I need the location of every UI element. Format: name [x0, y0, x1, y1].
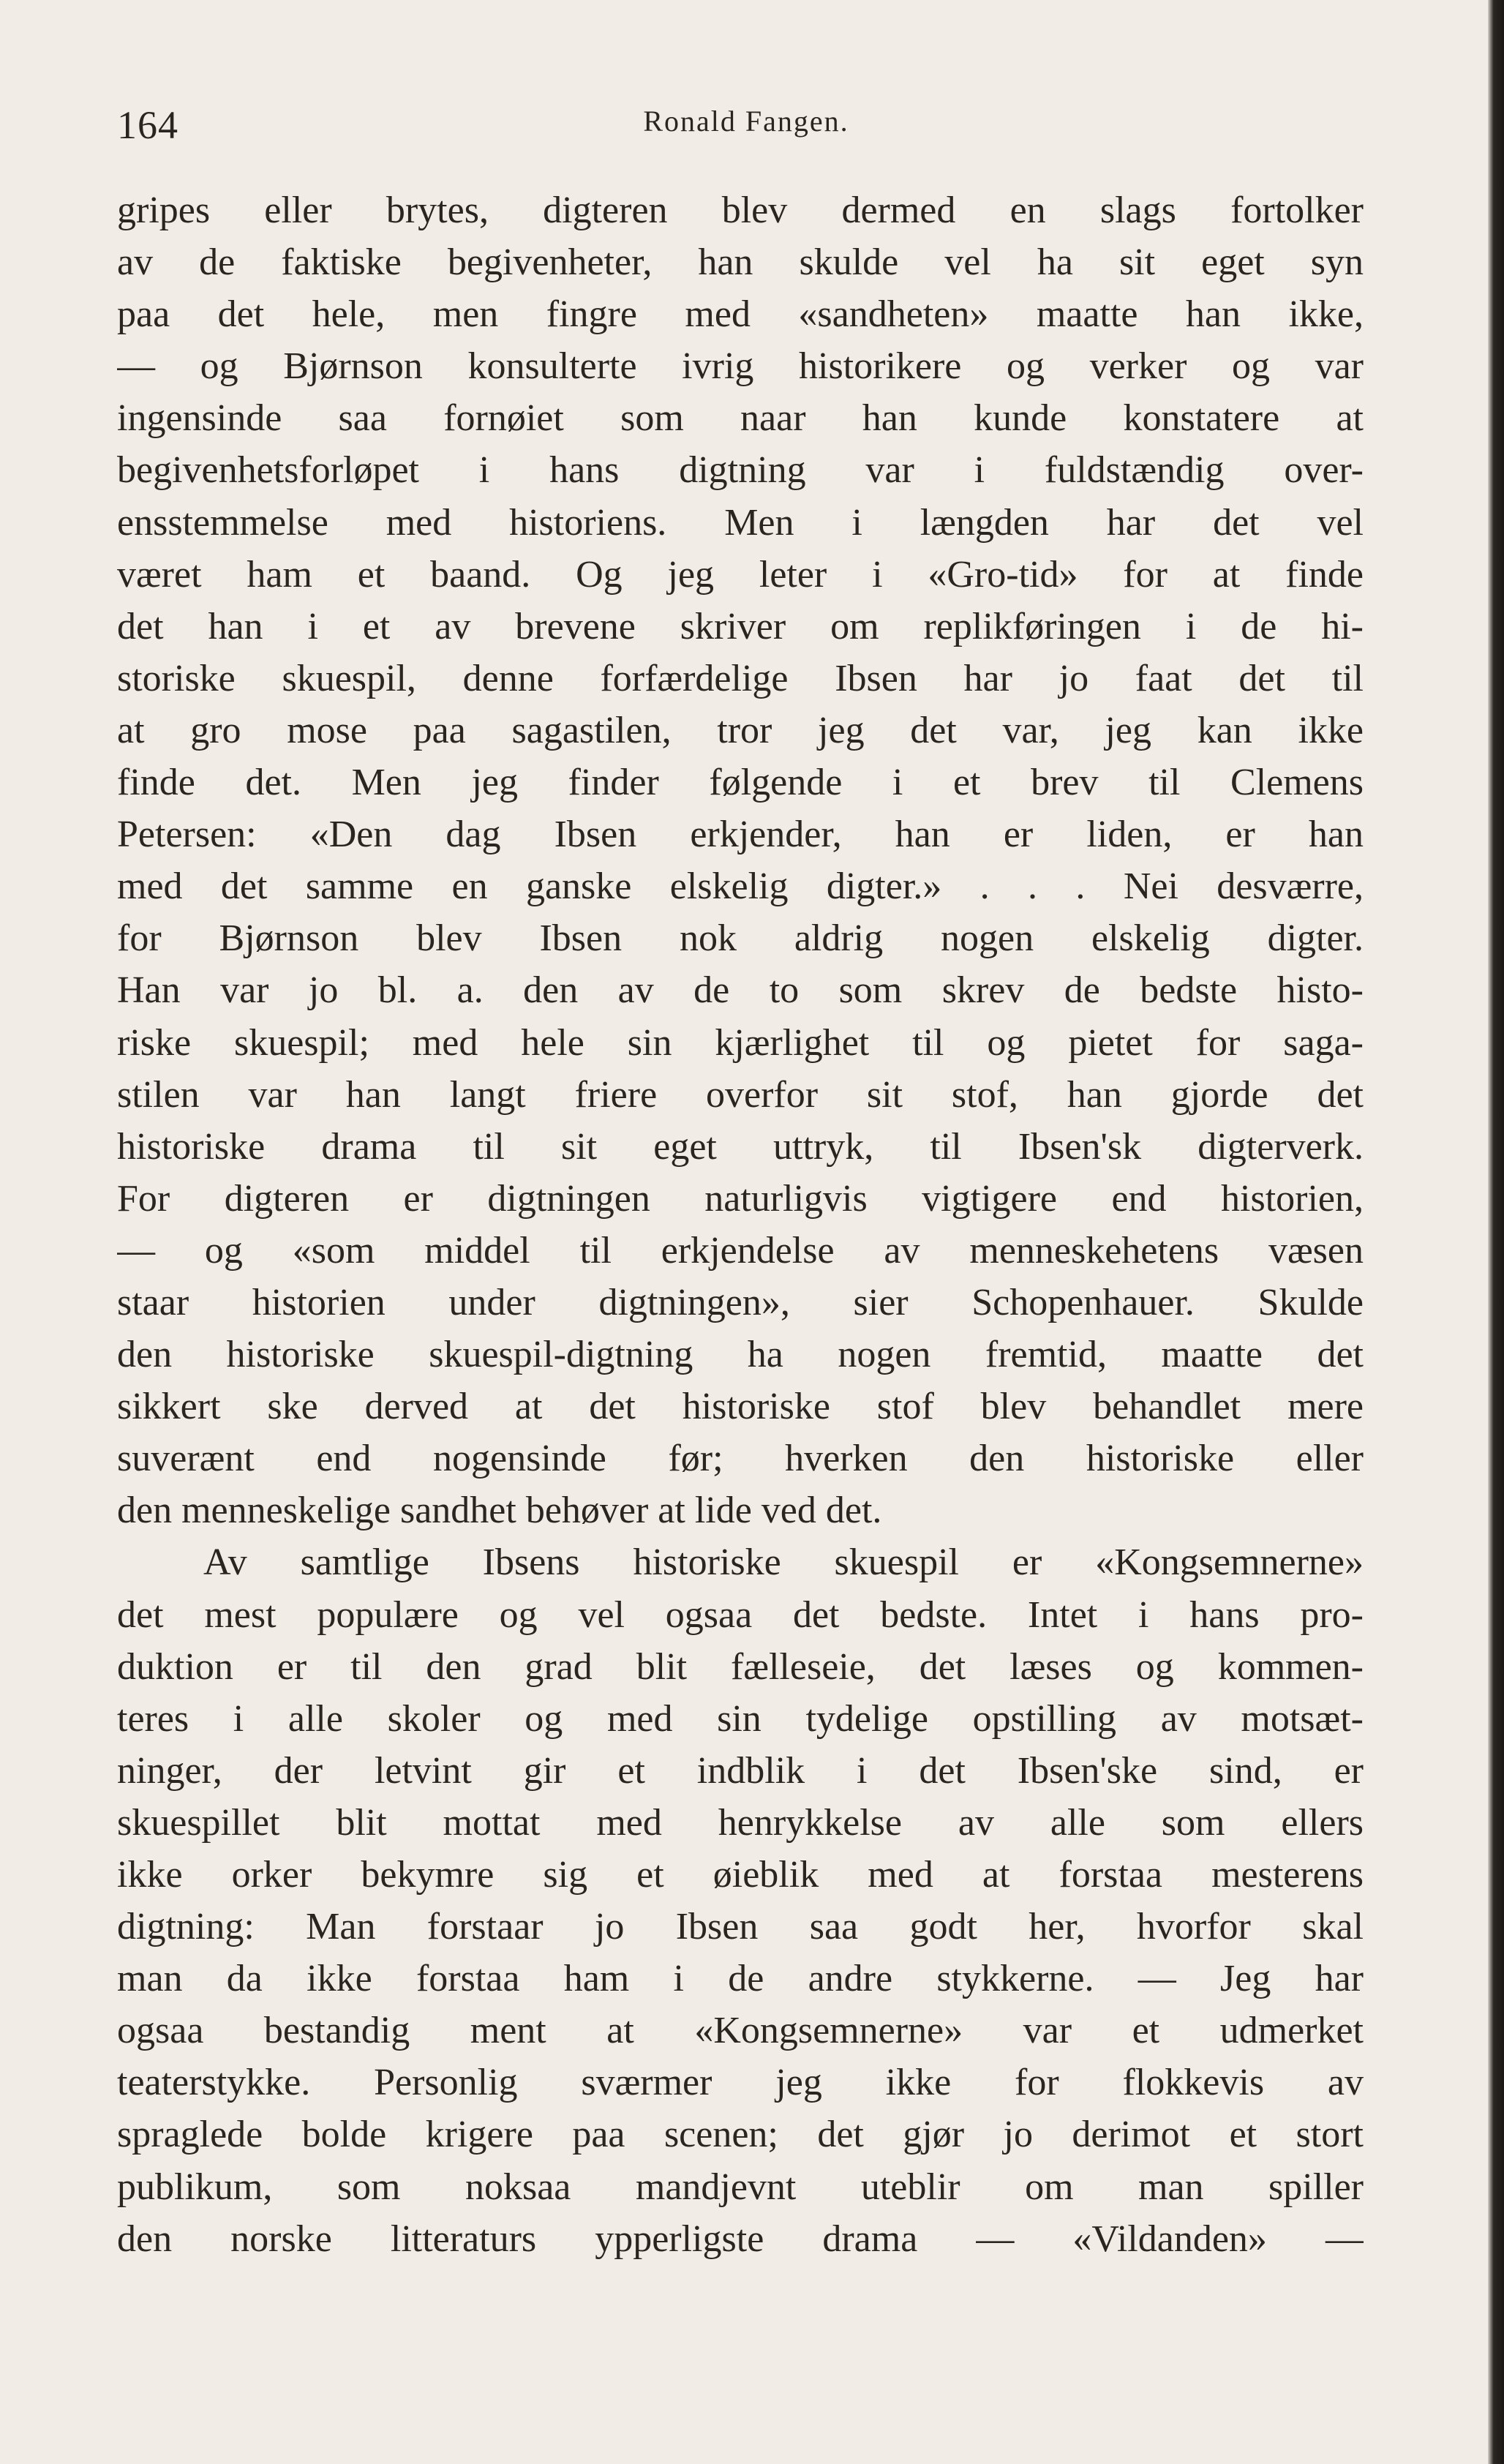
text-line: duktion er til den grad blit fælleseie, det læses og kommen-	[117, 1645, 1364, 1688]
text-line: av de faktiske begivenheter, han skulde vel ha sit eget syn	[117, 241, 1364, 284]
text-line: skuespillet blit mottat med henrykkelse av alle som ellers	[117, 1801, 1364, 1844]
text-line: været ham et baand. Og jeg leter i «Gro-tid» for at finde	[117, 553, 1364, 596]
text-line: suverænt end nogensinde før; hverken den historiske eller	[117, 1438, 1364, 1480]
body-text	[117, 184, 1364, 2265]
text-line: digtning: Man forstaar jo Ibsen saa godt her, hvorfor skal	[117, 1906, 1364, 1948]
text-line: Han var jo bl. a. den av de to som skrev de bedste histo-	[117, 969, 1364, 1012]
text-line: historiske drama til sit eget uttryk, til Ibsen'sk digterverk.	[117, 1125, 1364, 1168]
text-line: finde det. Men jeg finder følgende i et brev til Clemens	[117, 762, 1364, 804]
text-line: spraglede bolde krigere paa scenen; det gjør jo derimot et stort	[117, 2114, 1364, 2156]
text-line: det han i et av brevene skriver om replikføringen i de hi-	[117, 605, 1364, 647]
page-number: 164	[117, 103, 178, 147]
text-line: Av samtlige Ibsens historiske skuespil er «Kongsemnerne»	[203, 1541, 1364, 1584]
text-line: — og Bjørnson konsulterte ivrig historikere og verker og var	[117, 345, 1364, 388]
text-line: for Bjørnson blev Ibsen nok aldrig nogen elskelig digter.	[117, 917, 1364, 960]
text-line: paa det hele, men fingre med «sandheten» maatte han ikke,	[117, 293, 1364, 336]
text-line: den historiske skuespil-digtning ha nogen fremtid, maatte det	[117, 1334, 1364, 1376]
paragraph	[117, 184, 1364, 1536]
page-header	[117, 94, 1375, 152]
text-line: stilen var han langt friere overfor sit stof, han gjorde det	[117, 1073, 1364, 1116]
text-line: den menneskelige sandhet behøver at lide ved det.	[117, 1490, 882, 1532]
text-line: ingensinde saa fornøiet som naar han kunde konstatere at	[117, 397, 1364, 440]
text-line: ensstemmelse med historiens. Men i længden har det vel	[117, 501, 1364, 544]
text-line: teaterstykke. Personlig sværmer jeg ikke for flokkevis av	[117, 2062, 1364, 2104]
text-line: For digteren er digtningen naturligvis vigtigere end historien,	[117, 1177, 1364, 1220]
text-line: storiske skuespil, denne forfærdelige Ibsen har jo faat det til	[117, 657, 1364, 699]
text-line: ikke orker bekymre sig et øieblik med at forstaa mesterens	[117, 1854, 1364, 1896]
text-line: den norske litteraturs ypperligste drama — «Vildanden» —	[117, 2217, 1364, 2260]
text-line: Petersen: «Den dag Ibsen erkjender, han er liden, er han	[117, 814, 1364, 856]
text-line: teres i alle skoler og med sin tydelige opstilling av motsæt-	[117, 1697, 1364, 1740]
text-line: sikkert ske derved at det historiske stof blev behandlet mere	[117, 1386, 1364, 1428]
text-line: staar historien under digtningen», sier Schopenhauer. Skulde	[117, 1281, 1364, 1323]
text-line: riske skuespil; med hele sin kjærlighet til og pietet for saga-	[117, 1021, 1364, 1064]
text-line: med det samme en ganske elskelig digter.» . . . Nei desværre,	[117, 865, 1364, 908]
text-line: — og «som middel til erkjendelse av menneskehetens væsen	[117, 1229, 1364, 1272]
text-line: publikum, som noksaa mandjevnt uteblir om man spiller	[117, 2166, 1364, 2208]
text-line: det mest populære og vel ogsaa det bedste. Intet i hans pro-	[117, 1593, 1364, 1636]
text-line: begivenhetsforløpet i hans digtning var i fuldstændig over-	[117, 449, 1364, 492]
text-line: ninger, der letvint gir et indblik i det Ibsen'ske sind, er	[117, 1749, 1364, 1792]
paragraph	[117, 1536, 1364, 2264]
text-line: man da ikke forstaa ham i de andre stykkerne. — Jeg har	[117, 1958, 1364, 2000]
text-line: gripes eller brytes, digteren blev dermed en slags fortolker	[117, 189, 1364, 231]
running-title: Ronald Fangen.	[643, 105, 849, 138]
text-line: ogsaa bestandig ment at «Kongsemnerne» var et udmerket	[117, 2010, 1364, 2052]
page-edge-shadow	[1488, 0, 1504, 2464]
text-line: at gro mose paa sagastilen, tror jeg det var, jeg kan ikke	[117, 709, 1364, 751]
